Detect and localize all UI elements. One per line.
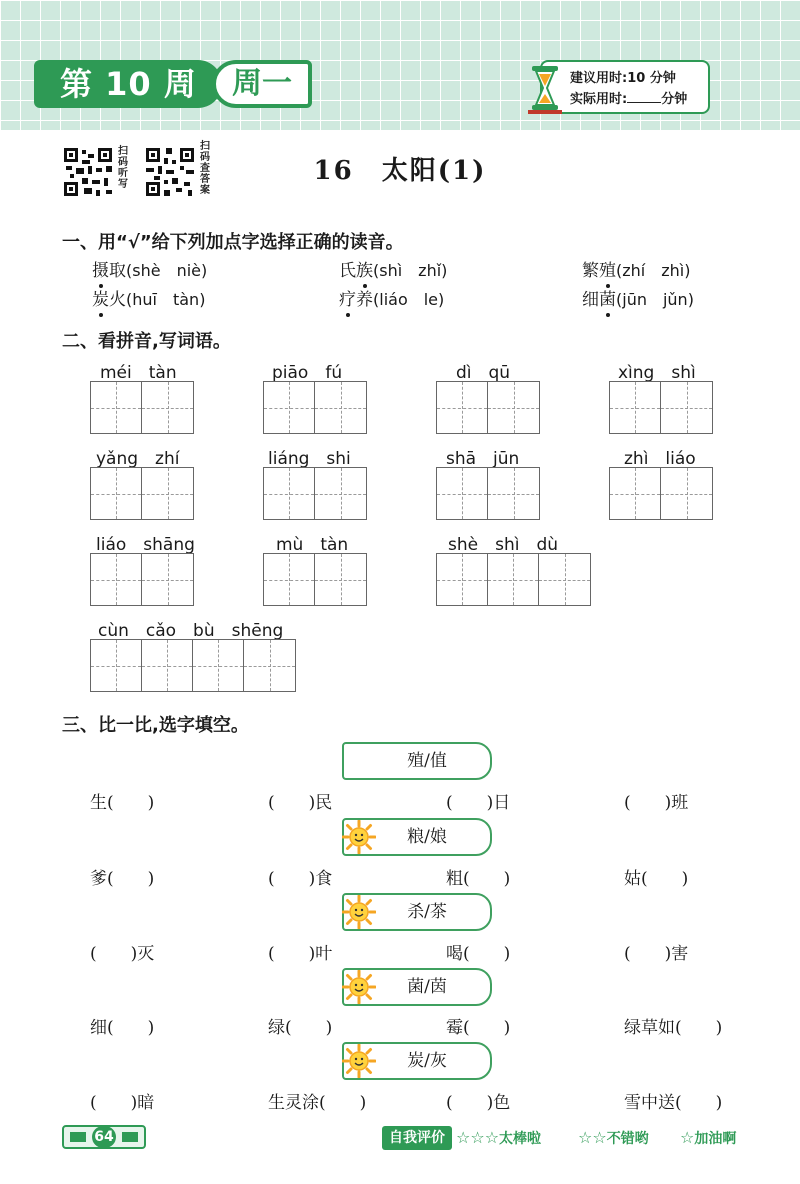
pinyin-label: xìng shì — [618, 363, 696, 383]
day-label: 周一 — [212, 60, 312, 108]
writing-grid[interactable] — [263, 553, 367, 606]
writing-grid[interactable] — [90, 639, 296, 692]
char-pair: 粮/娘 — [342, 818, 492, 856]
fill-blank[interactable]: 雪中送( ) — [624, 1093, 723, 1113]
writing-grid[interactable] — [90, 467, 194, 520]
pinyin-options[interactable]: (zhí zhì) — [616, 261, 691, 280]
fill-blank[interactable]: ( )日 — [446, 793, 511, 813]
fill-blank[interactable]: ( )色 — [446, 1093, 511, 1113]
pinyin-options[interactable]: (liáo le) — [373, 290, 445, 309]
actual-time-blank[interactable] — [627, 91, 661, 103]
time-box — [540, 60, 710, 114]
writing-grid[interactable] — [436, 553, 591, 606]
rating-option-2[interactable] — [578, 1126, 649, 1151]
fill-blank[interactable]: 生灵涂( ) — [268, 1093, 367, 1113]
page-bar-decor — [70, 1132, 86, 1142]
char-pair: 殖/值 — [342, 742, 492, 780]
suggested-time: 建议用时:10 分钟 — [570, 71, 676, 86]
pinyin-label: liáng shi — [268, 449, 351, 469]
page-number-badge — [62, 1125, 146, 1149]
item-text: 取 — [109, 261, 126, 281]
dotted-char: 疗 — [339, 285, 356, 310]
qr-label-answers: 扫码查答案 — [200, 141, 210, 196]
pinyin-label: shā jūn — [446, 449, 520, 469]
self-eval-label: 自我评价 — [382, 1126, 452, 1150]
actual-time-unit: 分钟 — [661, 92, 688, 107]
part1-item — [582, 285, 694, 310]
lesson-title: 16 太阳(1) — [313, 156, 487, 186]
rating-option-1[interactable] — [680, 1126, 736, 1151]
pinyin-label: zhì liáo — [624, 449, 696, 469]
writing-grid[interactable] — [90, 553, 194, 606]
writing-grid[interactable] — [436, 467, 540, 520]
fill-blank[interactable]: ( )民 — [268, 793, 333, 813]
part1-item — [582, 256, 690, 281]
pinyin-options[interactable]: (jūn jǔn) — [616, 290, 694, 309]
star-icon: ☆ — [680, 1128, 695, 1147]
part1-item — [339, 285, 444, 310]
item-text: 细 — [582, 290, 599, 310]
part1-item — [92, 285, 205, 310]
pinyin-label: dì qū — [456, 363, 511, 383]
fill-blank[interactable]: 喝( ) — [446, 944, 511, 964]
fill-blank[interactable]: 生( ) — [90, 793, 155, 813]
rating-option-3[interactable] — [456, 1126, 541, 1151]
dotted-char: 摄 — [92, 256, 109, 281]
fill-blank[interactable]: 爹( ) — [90, 869, 155, 889]
fill-blank[interactable]: 霉( ) — [446, 1018, 511, 1038]
header-band — [0, 0, 800, 130]
dotted-char: 菌 — [599, 285, 616, 310]
pinyin-label: mù tàn — [276, 535, 349, 555]
page-bar-decor — [122, 1132, 138, 1142]
writing-grid[interactable] — [436, 381, 540, 434]
fill-blank[interactable]: ( )灭 — [90, 944, 155, 964]
fill-blank[interactable]: 粗( ) — [446, 869, 511, 889]
rating-label: 加油啊 — [694, 1131, 737, 1147]
rating-label: 太棒啦 — [499, 1131, 542, 1147]
pinyin-label: liáo shāng — [96, 535, 195, 555]
item-text: 繁 — [582, 261, 599, 281]
pinyin-label: piāo fú — [272, 363, 343, 383]
week-label: 第 10 周 — [34, 60, 222, 108]
fill-blank[interactable]: ( )班 — [624, 793, 689, 813]
page-number: 64 — [92, 1126, 116, 1148]
part1-item — [339, 256, 447, 281]
item-text: 氏 — [339, 261, 356, 281]
writing-grid[interactable] — [90, 381, 194, 434]
pinyin-label: cùn cǎo bù shēng — [98, 621, 284, 641]
sun-icon — [342, 895, 376, 929]
sun-icon — [342, 820, 376, 854]
writing-grid[interactable] — [609, 381, 713, 434]
part1-item — [92, 256, 207, 281]
star-icon: ☆☆☆ — [456, 1128, 500, 1147]
sun-icon — [342, 1044, 376, 1078]
char-pair: 菌/茵 — [342, 968, 492, 1006]
sun-icon — [342, 970, 376, 1004]
writing-grid[interactable] — [609, 467, 713, 520]
pinyin-options[interactable]: (huī tàn) — [126, 290, 206, 309]
fill-blank[interactable]: 绿( ) — [268, 1018, 333, 1038]
fill-blank[interactable]: 姑( ) — [624, 869, 689, 889]
fill-blank[interactable]: ( )害 — [624, 944, 689, 964]
rating-label: 不错哟 — [606, 1131, 649, 1147]
pinyin-label: shè shì dù — [448, 535, 559, 555]
writing-grid[interactable] — [263, 467, 367, 520]
actual-time — [570, 89, 708, 110]
item-text: 火 — [109, 290, 126, 310]
fill-blank[interactable]: 细( ) — [90, 1018, 155, 1038]
dotted-char: 族 — [356, 256, 373, 281]
pinyin-label: yǎng zhí — [96, 449, 180, 469]
qr-label-dictation: 扫码听写 — [118, 146, 128, 190]
hourglass-icon — [528, 64, 562, 114]
part3-title: 三、比一比,选字填空。 — [62, 715, 249, 736]
item-text: 养 — [356, 290, 373, 310]
star-icon: ☆☆ — [578, 1128, 607, 1147]
fill-blank[interactable]: ( )食 — [268, 869, 333, 889]
pinyin-options[interactable]: (shì zhǐ) — [373, 261, 448, 280]
part2-title: 二、看拼音,写词语。 — [62, 331, 231, 352]
fill-blank[interactable]: ( )叶 — [268, 944, 333, 964]
actual-time-label: 实际用时: — [570, 92, 628, 107]
dotted-char: 殖 — [599, 256, 616, 281]
fill-blank[interactable]: ( )暗 — [90, 1093, 155, 1113]
char-pair: 杀/茶 — [342, 893, 492, 931]
fill-blank[interactable]: 绿草如( ) — [624, 1018, 723, 1038]
char-pair: 炭/灰 — [342, 1042, 492, 1080]
pinyin-label: méi tàn — [100, 363, 177, 383]
dotted-char: 炭 — [92, 285, 109, 310]
part1-title: 一、用“√”给下列加点字选择正确的读音。 — [62, 232, 404, 253]
pinyin-options[interactable]: (shè niè) — [126, 261, 208, 280]
writing-grid[interactable] — [263, 381, 367, 434]
